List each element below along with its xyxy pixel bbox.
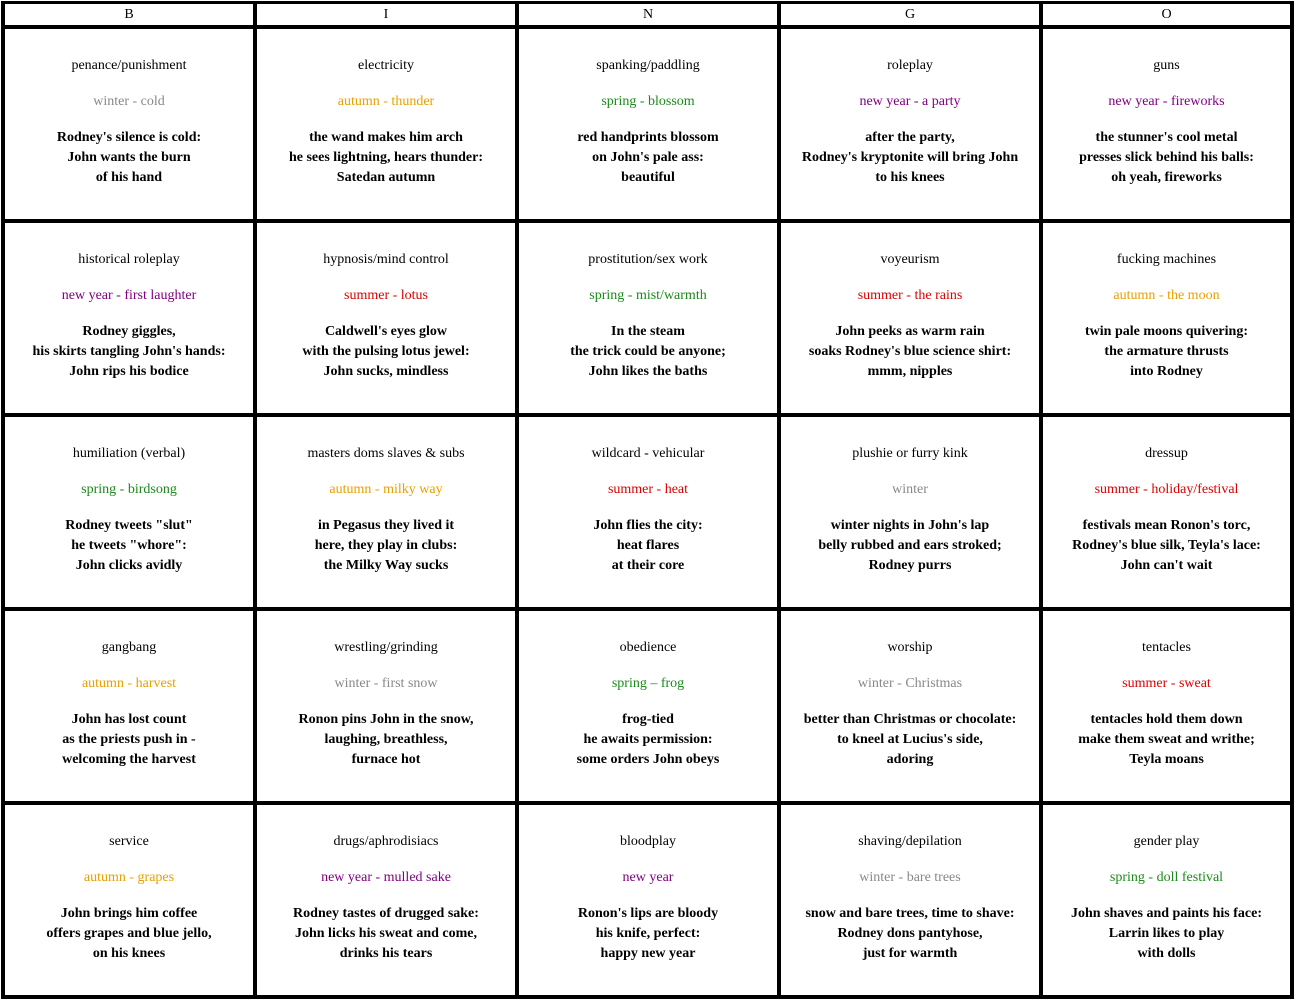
bingo-square — [1, 29, 257, 223]
bingo-square — [781, 29, 1043, 223]
bingo-square — [1, 805, 257, 999]
season-prompt: winter - Christmas — [857, 676, 963, 691]
haiku-text: Ronon pins John in the snow, laughing, breathless, furnace hot — [298, 712, 474, 767]
bingo-row — [1, 417, 1294, 611]
season-prompt: new year - mulled sake — [321, 870, 451, 885]
kink-prompt: prostitution/sex work — [588, 252, 708, 267]
square-content — [5, 805, 253, 964]
square-content — [5, 29, 253, 188]
kink-prompt: wildcard - vehicular — [591, 446, 705, 461]
kink-prompt: historical roleplay — [78, 252, 180, 267]
column-header-g: G — [781, 1, 1043, 29]
bingo-square — [1043, 29, 1294, 223]
bingo-row — [1, 611, 1294, 805]
square-content — [519, 223, 777, 382]
square-content — [781, 805, 1039, 964]
season-prompt: autumn - grapes — [83, 870, 175, 885]
kink-prompt: humiliation (verbal) — [72, 446, 186, 461]
square-content — [519, 29, 777, 188]
season-prompt: spring - birdsong — [81, 482, 177, 497]
square-content — [5, 611, 253, 770]
square-content — [519, 417, 777, 576]
bingo-square — [519, 611, 781, 805]
kink-prompt: service — [109, 834, 149, 849]
season-prompt: autumn - harvest — [81, 676, 177, 691]
square-content — [1043, 29, 1290, 188]
kink-prompt: obedience — [619, 640, 677, 655]
kink-prompt: wrestling/grinding — [334, 640, 438, 655]
square-content — [1043, 805, 1290, 964]
kink-prompt: spanking/paddling — [596, 58, 700, 73]
haiku-text: after the party, Rodney's kryptonite will bring John to his knees — [801, 130, 1019, 185]
column-header-i: I — [257, 1, 519, 29]
haiku-text: John peeks as warm rain soaks Rodney's blue science shirt: mmm, nipples — [808, 324, 1012, 379]
kink-prompt: gangbang — [101, 640, 157, 655]
haiku-text: Rodney tastes of drugged sake: John licks his sweat and come, drinks his tears — [293, 906, 479, 961]
bingo-square — [781, 805, 1043, 999]
square-content — [5, 417, 253, 576]
season-prompt: new year - first laughter — [61, 288, 197, 303]
kink-prompt: masters doms slaves & subs — [307, 446, 465, 461]
season-prompt: autumn - the moon — [1113, 288, 1220, 303]
kink-prompt: hypnosis/mind control — [323, 252, 449, 267]
bingo-square — [519, 29, 781, 223]
kink-prompt: bloodplay — [620, 834, 676, 849]
kink-prompt: gender play — [1133, 834, 1200, 849]
bingo-square — [1, 417, 257, 611]
square-content — [781, 29, 1039, 188]
bingo-square — [519, 417, 781, 611]
kink-prompt: worship — [887, 640, 933, 655]
haiku-text: John shaves and paints his face: Larrin likes to play with dolls — [1071, 906, 1262, 961]
bingo-square — [257, 29, 519, 223]
column-header-n: N — [519, 1, 781, 29]
header-row — [1, 1, 1294, 29]
square-content — [781, 223, 1039, 382]
haiku-text: in Pegasus they lived it here, they play in clubs: the Milky Way sucks — [314, 518, 458, 573]
bingo-square — [257, 805, 519, 999]
square-content — [1043, 223, 1290, 382]
bingo-row — [1, 223, 1294, 417]
bingo-square — [1, 223, 257, 417]
bingo-square — [1043, 417, 1294, 611]
haiku-text: Rodney giggles, his skirts tangling John's hands: John rips his bodice — [32, 324, 226, 379]
season-prompt: spring – frog — [611, 676, 685, 691]
bingo-square — [519, 805, 781, 999]
bingo-square — [519, 223, 781, 417]
season-prompt: winter - bare trees — [859, 870, 961, 885]
kink-prompt: electricity — [358, 58, 414, 73]
bingo-square — [1, 611, 257, 805]
season-prompt: summer - lotus — [344, 288, 428, 303]
season-prompt: autumn - milky way — [329, 482, 443, 497]
haiku-text: Ronon's lips are bloody his knife, perfect: happy new year — [577, 906, 719, 961]
haiku-text: John has lost count as the priests push in - welcoming the harvest — [62, 712, 196, 767]
haiku-text: snow and bare trees, time to shave: Rodney dons pantyhose, just for warmth — [805, 906, 1015, 961]
kink-prompt: fucking machines — [1116, 252, 1217, 267]
haiku-text: winter nights in John's lap belly rubbed and ears stroked; Rodney purrs — [818, 518, 1002, 573]
season-prompt: spring - doll festival — [1109, 870, 1224, 885]
season-prompt: winter - first snow — [334, 676, 438, 691]
square-content — [1043, 611, 1290, 770]
bingo-square — [781, 223, 1043, 417]
kink-prompt: roleplay — [887, 58, 933, 73]
haiku-text: John brings him coffee offers grapes and blue jello, on his knees — [46, 906, 212, 961]
square-content — [257, 223, 515, 382]
kink-prompt: drugs/aphrodisiacs — [333, 834, 439, 849]
season-prompt: new year - a party — [859, 94, 961, 109]
season-prompt: summer - sweat — [1122, 676, 1211, 691]
square-content — [257, 611, 515, 770]
haiku-text: red handprints blossom on John's pale ass: beautiful — [577, 130, 719, 185]
square-content — [781, 611, 1039, 770]
column-header-b: B — [1, 1, 257, 29]
season-prompt: summer - holiday/festival — [1094, 482, 1239, 497]
bingo-row — [1, 29, 1294, 223]
haiku-text: festivals mean Ronon's torc, Rodney's blue silk, Teyla's lace: John can't wait — [1072, 518, 1261, 573]
haiku-text: In the steam the trick could be anyone; John likes the baths — [570, 324, 726, 379]
season-prompt: summer - heat — [607, 482, 689, 497]
bingo-square — [781, 611, 1043, 805]
haiku-text: tentacles hold them down make them sweat and writhe; Teyla moans — [1078, 712, 1255, 767]
haiku-text: the stunner's cool metal presses slick behind his balls: oh yeah, fireworks — [1079, 130, 1254, 185]
season-prompt: winter - cold — [93, 94, 165, 109]
haiku-text: Rodney tweets "slut" he tweets "whore": John clicks avidly — [65, 518, 193, 573]
square-content — [519, 805, 777, 964]
kink-prompt: dressup — [1145, 446, 1188, 461]
column-header-o: O — [1043, 1, 1294, 29]
bingo-square — [257, 223, 519, 417]
haiku-text: the wand makes him arch he sees lightning, hears thunder: Satedan autumn — [288, 130, 484, 185]
kink-prompt: tentacles — [1142, 640, 1191, 655]
square-content — [519, 611, 777, 770]
kink-prompt: penance/punishment — [71, 58, 187, 73]
bingo-square — [781, 417, 1043, 611]
square-content — [257, 417, 515, 576]
bingo-square — [257, 611, 519, 805]
haiku-text: Caldwell's eyes glow with the pulsing lotus jewel: John sucks, mindless — [302, 324, 470, 379]
square-content — [257, 29, 515, 188]
square-content — [5, 223, 253, 382]
bingo-square — [1043, 223, 1294, 417]
kink-prompt: shaving/depilation — [858, 834, 962, 849]
bingo-card — [1, 1, 1294, 999]
haiku-text: John flies the city: heat flares at their core — [593, 518, 703, 573]
square-content — [781, 417, 1039, 576]
haiku-text: twin pale moons quivering: the armature thrusts into Rodney — [1085, 324, 1248, 379]
season-prompt: winter — [892, 482, 928, 497]
kink-prompt: guns — [1153, 58, 1180, 73]
bingo-row — [1, 805, 1294, 999]
bingo-square — [1043, 805, 1294, 999]
kink-prompt: voyeurism — [880, 252, 940, 267]
haiku-text: Rodney's silence is cold: John wants the burn of his hand — [56, 130, 202, 185]
bingo-square — [257, 417, 519, 611]
season-prompt: new year — [622, 870, 674, 885]
bingo-square — [1043, 611, 1294, 805]
season-prompt: autumn - thunder — [337, 94, 435, 109]
season-prompt: summer - the rains — [857, 288, 963, 303]
haiku-text: better than Christmas or chocolate: to kneel at Lucius's side, adoring — [803, 712, 1017, 767]
kink-prompt: plushie or furry kink — [852, 446, 968, 461]
season-prompt: spring - mist/warmth — [589, 288, 707, 303]
haiku-text: frog-tied he awaits permission: some orders John obeys — [576, 712, 720, 767]
square-content — [1043, 417, 1290, 576]
season-prompt: new year - fireworks — [1108, 94, 1225, 109]
square-content — [257, 805, 515, 964]
season-prompt: spring - blossom — [601, 94, 695, 109]
